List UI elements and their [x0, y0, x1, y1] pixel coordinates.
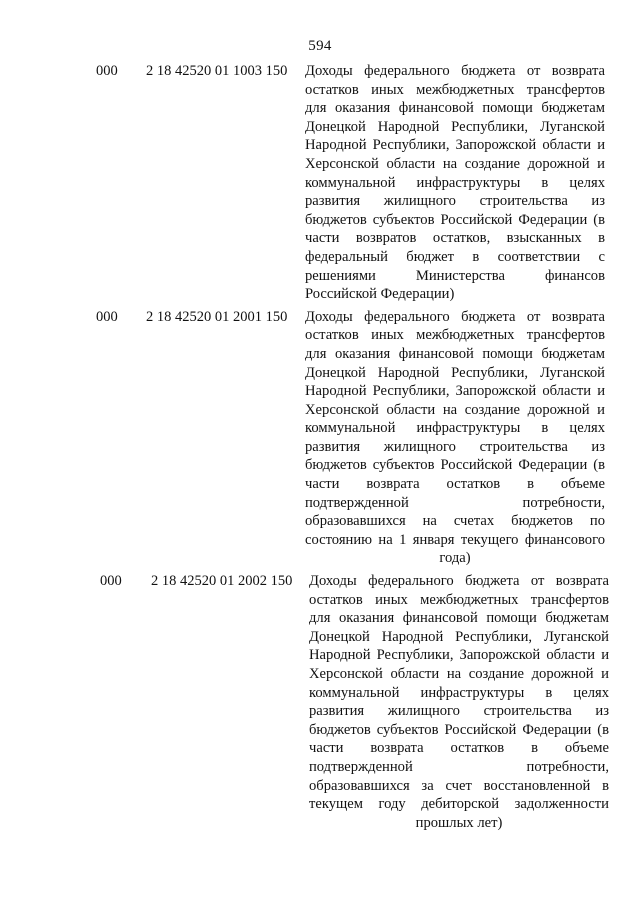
description-line: образовавшихся на счетах бюджетов по [305, 513, 605, 530]
description-line: коммунальной инфраструктуры в целях [305, 174, 605, 191]
entry-description [305, 308, 605, 568]
description-line: части возвратов остатков, взысканных в [305, 230, 605, 247]
description-line: Доходы федерального бюджета от возврата [305, 63, 605, 79]
description-line: подтвержденной потребности, [305, 494, 605, 511]
description-line: бюджетов субъектов Российской Федерации (в [305, 211, 605, 228]
description-line: остатков иных межбюджетных трансфертов [305, 81, 605, 98]
description-line: федеральный бюджет в соответствии с [305, 248, 605, 265]
description-line: года) [439, 550, 471, 567]
page-number: 594 [308, 38, 332, 54]
table-row [0, 308, 640, 568]
admin-code: 000 [96, 63, 118, 79]
description-line: Херсонской области на создание дорожной и [309, 666, 609, 682]
description-line: подтвержденной потребности, [309, 758, 609, 775]
budget-code-table [0, 62, 640, 836]
description-line: развития жилищного строительства из [309, 703, 609, 720]
classification-code: 2 18 42520 01 2001 150 [146, 308, 288, 325]
classification-code: 2 18 42520 01 1003 150 [146, 63, 288, 79]
description-line: для оказания финансовой помощи бюджетам [309, 610, 609, 627]
description-line: Народной Республики, Запорожской области и [305, 137, 605, 154]
description-line: для оказания финансовой помощи бюджетам [305, 100, 605, 117]
description-line: Донецкой Народной Республики, Луганской [305, 364, 605, 381]
description-line: Донецкой Народной Республики, Луганской [305, 118, 605, 135]
description-line: Херсонской области на создание дорожной и [305, 401, 605, 418]
entry-description [309, 572, 609, 832]
description-line: части возврата остатков в объеме [305, 476, 605, 493]
entry-description [305, 62, 605, 304]
description-line: Доходы федерального бюджета от возврата [305, 308, 605, 325]
description-line: бюджетов субъектов Российской Федерации (в [305, 457, 605, 474]
description-line: Народной Республики, Запорожской области и [305, 383, 605, 400]
description-line: коммунальной инфраструктуры в целях [309, 684, 609, 701]
description-line: бюджетов субъектов Российской Федерации (в [309, 721, 609, 738]
description-line: Донецкой Народной Республики, Луганской [309, 628, 609, 645]
classification-code: 2 18 42520 01 2002 150 [151, 573, 293, 590]
description-line: Херсонской области на создание дорожной и [305, 155, 605, 172]
description-line: решениями Министерства финансов [305, 267, 605, 284]
description-line: текущем году дебиторской задолженности [309, 796, 609, 813]
table-row [0, 572, 640, 832]
admin-code: 000 [96, 308, 118, 325]
description-line: развития жилищного строительства из [305, 193, 605, 210]
description-line: Российской Федерации) [305, 286, 455, 303]
description-line: остатков иных межбюджетных трансфертов [305, 327, 605, 344]
description-line: коммунальной инфраструктуры в целях [305, 420, 605, 437]
description-line: состоянию на 1 января текущего финансового [305, 531, 605, 548]
description-line: остатков иных межбюджетных трансфертов [309, 591, 609, 608]
description-line: Доходы федерального бюджета от возврата [309, 573, 609, 590]
description-line: образовавшихся за счет восстановленной в [309, 777, 609, 794]
description-line: части возврата остатков в объеме [309, 740, 609, 757]
admin-code: 000 [100, 573, 122, 590]
description-line: Народной Республики, Запорожской области и [309, 647, 609, 664]
table-row [0, 62, 640, 304]
description-line: для оказания финансовой помощи бюджетам [305, 345, 605, 362]
description-line: развития жилищного строительства из [305, 438, 605, 455]
description-line: прошлых лет) [415, 814, 503, 831]
